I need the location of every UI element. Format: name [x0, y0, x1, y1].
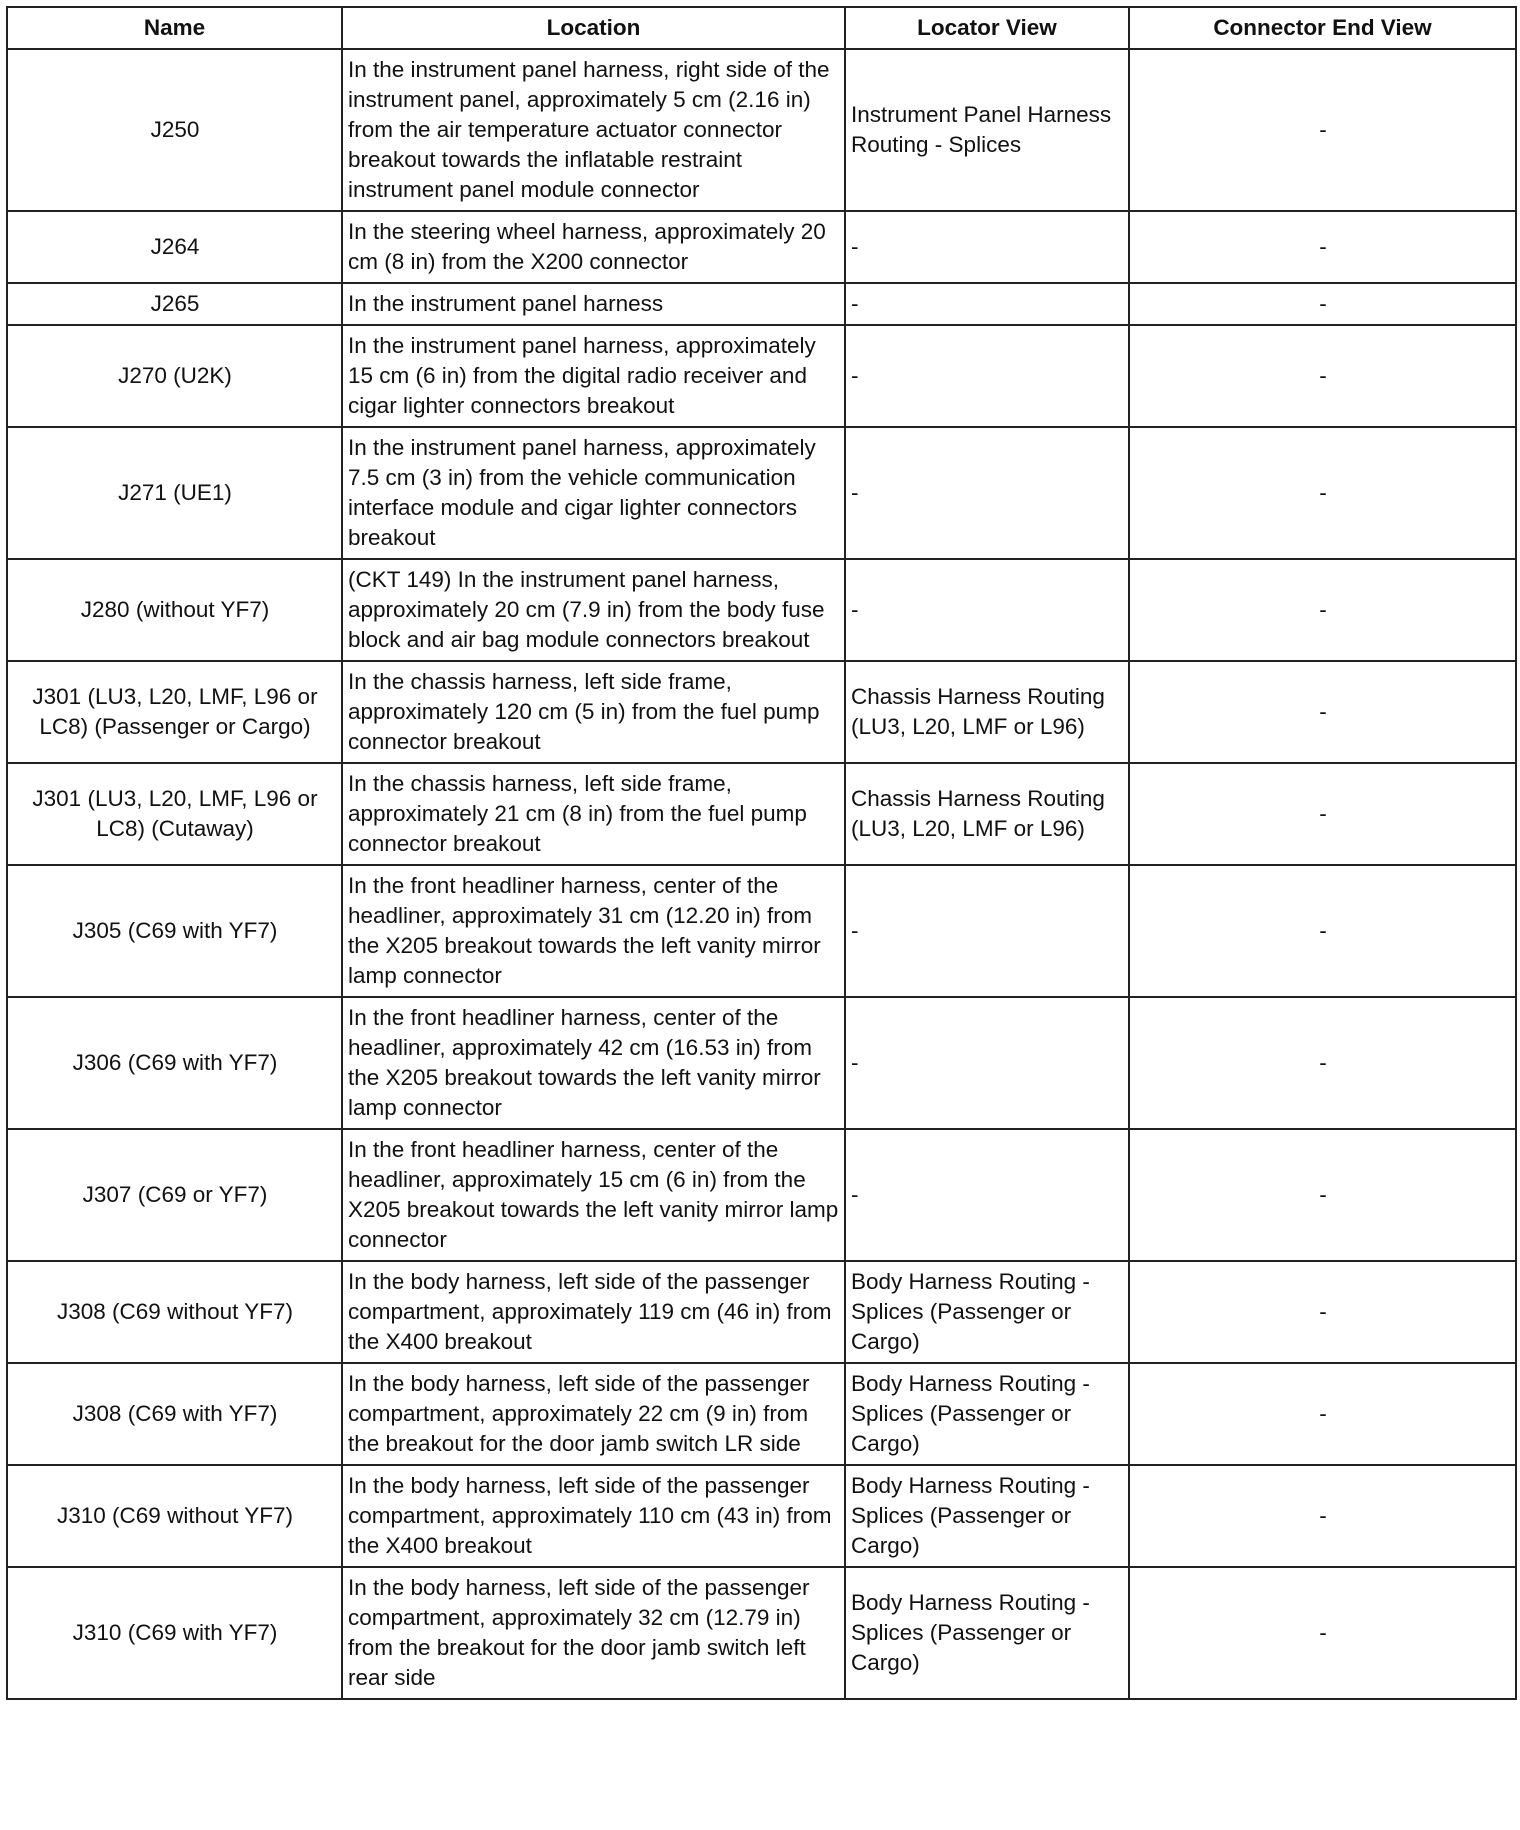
locator-view-cell: -: [845, 211, 1129, 283]
locator-view-cell: -: [845, 865, 1129, 997]
locator-view-cell: -: [845, 283, 1129, 325]
connector-end-view-cell: -: [1129, 763, 1516, 865]
locator-view-cell: Body Harness Routing - Splices (Passenger or Cargo): [845, 1261, 1129, 1363]
name-cell: J306 (C69 with YF7): [7, 997, 342, 1129]
table-row: [7, 763, 1516, 865]
connector-end-view-cell: -: [1129, 1363, 1516, 1465]
location-cell: In the instrument panel harness, approximately 15 cm (6 in) from the digital radio receiver and cigar lighter connectors breakout: [342, 325, 845, 427]
name-cell: J308 (C69 with YF7): [7, 1363, 342, 1465]
location-cell: In the front headliner harness, center of the headliner, approximately 15 cm (6 in) from the X205 breakout towards the left vanity mirror lamp connector: [342, 1129, 845, 1261]
name-cell: J271 (UE1): [7, 427, 342, 559]
location-cell: (CKT 149) In the instrument panel harness, approximately 20 cm (7.9 in) from the body fuse block and air bag module connectors breakout: [342, 559, 845, 661]
locator-view-cell: Instrument Panel Harness Routing - Splices: [845, 49, 1129, 211]
connector-end-view-cell: -: [1129, 427, 1516, 559]
table-row: [7, 1567, 1516, 1699]
table-row: [7, 325, 1516, 427]
header-name: Name: [7, 7, 342, 49]
table-row: [7, 427, 1516, 559]
location-cell: In the chassis harness, left side frame, approximately 120 cm (5 in) from the fuel pump connector breakout: [342, 661, 845, 763]
name-cell: J307 (C69 or YF7): [7, 1129, 342, 1261]
name-cell: J301 (LU3, L20, LMF, L96 or LC8) (Passenger or Cargo): [7, 661, 342, 763]
header-connector-end-view: Connector End View: [1129, 7, 1516, 49]
table-row: [7, 211, 1516, 283]
location-cell: In the front headliner harness, center of the headliner, approximately 42 cm (16.53 in) from the X205 breakout towards the left vanity mirror lamp connector: [342, 997, 845, 1129]
connector-end-view-cell: -: [1129, 325, 1516, 427]
locator-view-cell: Chassis Harness Routing (LU3, L20, LMF or L96): [845, 763, 1129, 865]
table-row: [7, 1363, 1516, 1465]
locator-view-cell: Body Harness Routing - Splices (Passenger or Cargo): [845, 1465, 1129, 1567]
locator-view-cell: -: [845, 427, 1129, 559]
table-row: [7, 865, 1516, 997]
table-row: [7, 661, 1516, 763]
table-row: [7, 1465, 1516, 1567]
splice-location-table: [6, 6, 1517, 1700]
connector-end-view-cell: -: [1129, 49, 1516, 211]
locator-view-cell: Body Harness Routing - Splices (Passenger or Cargo): [845, 1363, 1129, 1465]
location-cell: In the instrument panel harness, approximately 7.5 cm (3 in) from the vehicle communication interface module and cigar lighter connectors breakout: [342, 427, 845, 559]
location-cell: In the chassis harness, left side frame, approximately 21 cm (8 in) from the fuel pump connector breakout: [342, 763, 845, 865]
location-cell: In the body harness, left side of the passenger compartment, approximately 22 cm (9 in) from the breakout for the door jamb switch LR side: [342, 1363, 845, 1465]
locator-view-cell: Chassis Harness Routing (LU3, L20, LMF or L96): [845, 661, 1129, 763]
connector-end-view-cell: -: [1129, 865, 1516, 997]
table-row: [7, 559, 1516, 661]
location-cell: In the instrument panel harness, right side of the instrument panel, approximately 5 cm (2.16 in) from the air temperature actuator connector breakout towards the inflatable restraint instrument panel module connector: [342, 49, 845, 211]
name-cell: J265: [7, 283, 342, 325]
connector-end-view-cell: -: [1129, 1567, 1516, 1699]
name-cell: J250: [7, 49, 342, 211]
location-cell: In the body harness, left side of the passenger compartment, approximately 32 cm (12.79 in) from the breakout for the door jamb switch left rear side: [342, 1567, 845, 1699]
location-cell: In the instrument panel harness: [342, 283, 845, 325]
name-cell: J301 (LU3, L20, LMF, L96 or LC8) (Cutaway): [7, 763, 342, 865]
connector-end-view-cell: -: [1129, 997, 1516, 1129]
name-cell: J264: [7, 211, 342, 283]
table-row: [7, 49, 1516, 211]
header-location: Location: [342, 7, 845, 49]
location-cell: In the body harness, left side of the passenger compartment, approximately 119 cm (46 in) from the X400 breakout: [342, 1261, 845, 1363]
name-cell: J305 (C69 with YF7): [7, 865, 342, 997]
header-locator-view: Locator View: [845, 7, 1129, 49]
header-row: [7, 7, 1516, 49]
name-cell: J280 (without YF7): [7, 559, 342, 661]
connector-end-view-cell: -: [1129, 1465, 1516, 1567]
location-cell: In the body harness, left side of the passenger compartment, approximately 110 cm (43 in) from the X400 breakout: [342, 1465, 845, 1567]
connector-end-view-cell: -: [1129, 211, 1516, 283]
connector-end-view-cell: -: [1129, 1129, 1516, 1261]
connector-end-view-cell: -: [1129, 661, 1516, 763]
connector-end-view-cell: -: [1129, 559, 1516, 661]
location-cell: In the steering wheel harness, approximately 20 cm (8 in) from the X200 connector: [342, 211, 845, 283]
table-row: [7, 283, 1516, 325]
locator-view-cell: -: [845, 1129, 1129, 1261]
locator-view-cell: -: [845, 559, 1129, 661]
location-cell: In the front headliner harness, center of the headliner, approximately 31 cm (12.20 in) from the X205 breakout towards the left vanity mirror lamp connector: [342, 865, 845, 997]
locator-view-cell: Body Harness Routing - Splices (Passenger or Cargo): [845, 1567, 1129, 1699]
name-cell: J310 (C69 without YF7): [7, 1465, 342, 1567]
locator-view-cell: -: [845, 325, 1129, 427]
locator-view-cell: -: [845, 997, 1129, 1129]
table-row: [7, 997, 1516, 1129]
table-row: [7, 1261, 1516, 1363]
connector-end-view-cell: -: [1129, 1261, 1516, 1363]
connector-end-view-cell: -: [1129, 283, 1516, 325]
name-cell: J270 (U2K): [7, 325, 342, 427]
name-cell: J308 (C69 without YF7): [7, 1261, 342, 1363]
name-cell: J310 (C69 with YF7): [7, 1567, 342, 1699]
table-row: [7, 1129, 1516, 1261]
